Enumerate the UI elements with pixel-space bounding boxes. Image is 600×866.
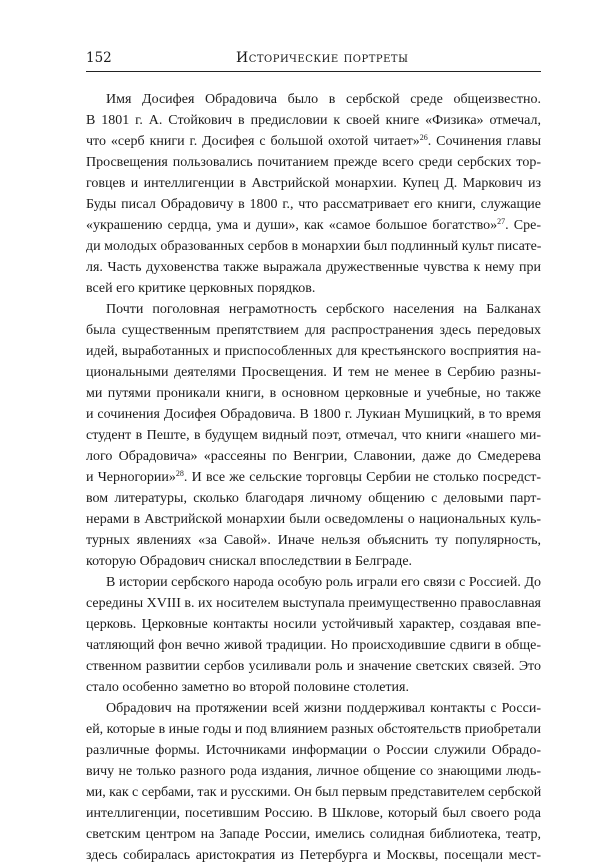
text-line: [86, 446, 541, 467]
line-text: середины XVIII в. их носителем выступала преимущественно православная: [86, 596, 541, 611]
page-header: [86, 47, 541, 72]
text-line: [86, 152, 541, 173]
footnote-ref: 26: [419, 133, 428, 142]
text-line: [86, 740, 541, 761]
line-text: «украшению сердца, ума и души», как «самое большое богатство»: [86, 218, 498, 233]
line-text: что «серб книги г. Досифея с большой охотой читает»: [86, 134, 420, 149]
text-line: [86, 257, 541, 278]
line-text: вичу не только разного рода издания, личное общение со знающими людь-: [86, 764, 541, 779]
line-text-tail: . Сочинения главы: [427, 134, 541, 149]
line-text: студент в Пеште, в будущем видный поэт, отмечал, что книги «нашего ми-: [86, 428, 541, 443]
text-line: [86, 656, 541, 677]
line-text: и Черногории»: [86, 470, 176, 485]
line-text: которую Обрадович снискал впоследствии в Белграде.: [86, 554, 413, 569]
line-text: Имя Досифея Обрадовича было в сербской среде общеизвестно.: [106, 92, 541, 107]
line-text: Обрадович на протяжении всей жизни поддерживал контакты с Росси-: [106, 701, 541, 716]
line-text: интеллигенции, посетившим Россию. В Шклове, который был своего рода: [86, 806, 541, 821]
text-line: [86, 593, 541, 614]
line-text: лого Обрадовича» «рассеяны по Венгрии, Славонии, даже до Смедерева: [86, 449, 541, 464]
text-line: [86, 173, 541, 194]
line-text: и сочинения Досифея Обрадовича. В 1800 г. Лукиан Мушицкий, в то время: [86, 407, 541, 422]
text-line: [86, 803, 541, 824]
line-text: ля. Часть духовенства также выражала дружественные чувства к нему при: [86, 260, 541, 275]
text-line: [86, 488, 541, 509]
text-line: [86, 320, 541, 341]
text-line: [86, 110, 541, 131]
line-text: ми путями проникали книги, в основном церковные и учебные, но также: [86, 386, 541, 401]
text-line: [86, 299, 541, 320]
text-line: [86, 845, 541, 866]
text-line: [86, 404, 541, 425]
text-line: [86, 194, 541, 215]
text-line: [86, 530, 541, 551]
text-line: [86, 635, 541, 656]
text-line: [86, 278, 541, 299]
text-line: [86, 614, 541, 635]
line-text: В истории сербского народа особую роль играли его связи с Россией. До: [106, 575, 541, 590]
text-line: [86, 572, 541, 593]
line-text: здесь собиралась аристократия из Петербурга и Москвы, посещали мест-: [86, 848, 541, 863]
line-text: вом литературы, сколько благодаря личному общению с деловыми парт-: [86, 491, 541, 506]
text-line: [86, 719, 541, 740]
text-line: [86, 824, 541, 845]
text-line: [86, 89, 541, 110]
line-text: была существенным препятствием для распространения здесь передовых: [86, 323, 541, 338]
text-line: [86, 362, 541, 383]
line-text: различные формы. Источниками информации о России служили Обрадо-: [86, 743, 541, 758]
line-text: ственном развитии сербов усиливали роль и значение светских связей. Это: [86, 659, 541, 674]
line-text: циональными деятелями Просвещения. И тем не менее в Сербию разны-: [86, 365, 541, 380]
line-text: Буды писал Обрадовичу в 1800 г., что рассматривает его книги, служащие: [86, 197, 541, 212]
text-line: [86, 425, 541, 446]
line-text: Почти поголовная неграмотность сербского населения на Балканах: [106, 302, 541, 317]
line-text: говцев и интеллигенции в Австрийской монархии. Купец Д. Маркович из: [86, 176, 541, 191]
line-text: идей, выработанных и приспособленных для крестьянского восприятия на-: [86, 344, 541, 359]
line-text: нерами в Австрийской монархии были осведомлены о национальных куль-: [86, 512, 541, 527]
text-line: [86, 509, 541, 530]
text-line: [86, 131, 541, 152]
line-text: ей, которые в иные годы и под влиянием разных обстоятельств приобретали: [86, 722, 541, 737]
line-text-tail: . И все же сельские торговцы Сербии не столько посредст-: [183, 470, 541, 485]
text-line: [86, 698, 541, 719]
body-text: [86, 89, 541, 866]
line-text: В 1801 г. А. Стойкович в предисловии к своей книге «Физика» отмечал,: [86, 113, 541, 128]
footnote-ref: 28: [175, 469, 184, 478]
line-text: стало особенно заметно во второй половине столетия.: [86, 680, 409, 695]
text-line: [86, 236, 541, 257]
text-line: [86, 761, 541, 782]
footnote-ref: 27: [497, 217, 506, 226]
running-title: Исторические портреты: [236, 50, 409, 66]
line-text: ди молодых образованных сербов в монархии был подлинный культ писате-: [86, 239, 542, 254]
text-line: [86, 467, 541, 488]
text-line: [86, 551, 541, 572]
line-text: церковь. Церковные контакты носили устойчивый характер, создавая впе-: [86, 617, 541, 632]
line-text: турных явлениях «за Савой». Иначе нельзя объяснить ту популярность,: [86, 533, 541, 548]
line-text: всей его критике церковных порядков.: [86, 281, 316, 296]
page-number: 152: [86, 50, 112, 66]
text-line: [86, 677, 541, 698]
text-line: [86, 383, 541, 404]
line-text: ми, как с сербами, так и русскими. Он был первым представителем сербской: [86, 785, 542, 800]
line-text: чатляющий фон вечно живой традиции. Но происходившие сдвиги в обще-: [86, 638, 541, 653]
line-text-tail: . Сре-: [505, 218, 541, 233]
text-line: [86, 341, 541, 362]
text-line: [86, 782, 541, 803]
line-text: Просвещения пользовались почитанием прежде всего среди сербских тор-: [86, 155, 541, 170]
text-line: [86, 215, 541, 236]
line-text: светским центром на Западе России, имелись солидная библиотека, театр,: [86, 827, 541, 842]
